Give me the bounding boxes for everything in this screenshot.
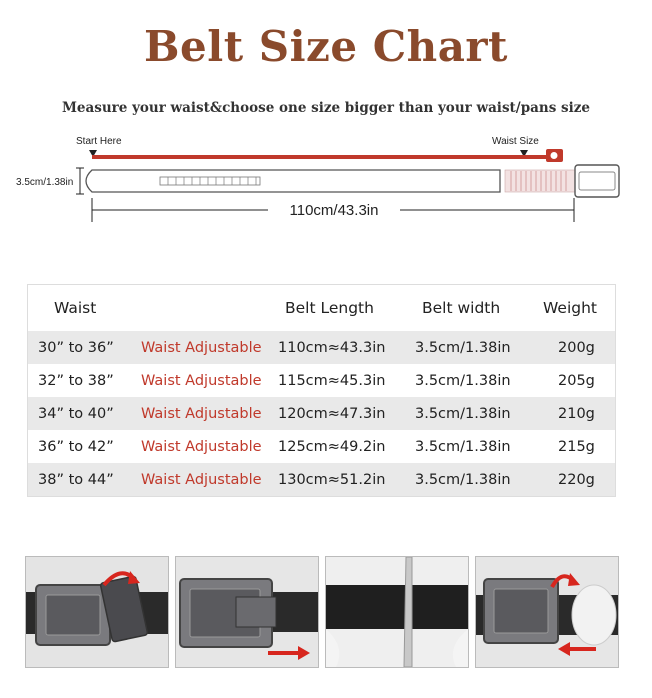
cell-waist: 38” to 44” [38, 471, 114, 488]
cell-note: Waist Adjustable [141, 471, 262, 488]
belt-cut-photo [325, 556, 469, 668]
cell-waist: 32” to 38” [38, 372, 114, 389]
cell-width: 3.5cm/1.38in [415, 471, 511, 488]
cell-length: 130cm≈51.2in [278, 471, 386, 488]
buckle-insert-photo [175, 556, 319, 668]
page-subtitle: Measure your waist&choose one size bigger than your waist/pans size [61, 100, 590, 116]
table-row [28, 463, 615, 496]
header-waist: Waist [54, 299, 97, 317]
belt-strap [86, 170, 500, 192]
start-here-label: Start Here [76, 136, 122, 147]
waist-size-label: Waist Size [492, 136, 539, 147]
buckle-fasten-photo [475, 556, 619, 668]
cell-width: 3.5cm/1.38in [415, 339, 511, 356]
cell-note: Waist Adjustable [141, 339, 262, 356]
belt-diagram [0, 125, 652, 235]
belt-width-label: 3.5cm/1.38in [16, 177, 74, 188]
waist-measure-line [92, 155, 548, 159]
cell-weight: 215g [558, 438, 595, 455]
cell-note: Waist Adjustable [141, 405, 262, 422]
belt-length-label: 110cm/43.3in [289, 202, 379, 219]
buckle-lift-photo [25, 556, 169, 668]
cell-waist: 36” to 42” [38, 438, 114, 455]
cell-length: 110cm≈43.3in [278, 339, 386, 356]
cell-weight: 210g [558, 405, 595, 422]
header-width: Belt width [422, 299, 501, 317]
table-row [28, 331, 615, 364]
table-row [28, 397, 615, 430]
cell-waist: 30” to 36” [38, 339, 114, 356]
table-row [28, 364, 615, 397]
cell-waist: 34” to 40” [38, 405, 114, 422]
page-title: Belt Size Chart [144, 22, 508, 71]
header-length: Belt Length [285, 299, 374, 317]
cell-length: 125cm≈49.2in [278, 438, 386, 455]
cell-note: Waist Adjustable [141, 438, 262, 455]
cell-width: 3.5cm/1.38in [415, 405, 511, 422]
cell-weight: 200g [558, 339, 595, 356]
table-header [28, 285, 615, 331]
cell-length: 120cm≈47.3in [278, 405, 386, 422]
cell-weight: 220g [558, 471, 595, 488]
cell-weight: 205g [558, 372, 595, 389]
cell-length: 115cm≈45.3in [278, 372, 386, 389]
cell-width: 3.5cm/1.38in [415, 438, 511, 455]
cell-note: Waist Adjustable [141, 372, 262, 389]
buckle-icon [575, 165, 619, 197]
header-weight: Weight [543, 299, 598, 317]
cell-width: 3.5cm/1.38in [415, 372, 511, 389]
size-table [27, 284, 616, 497]
table-row [28, 430, 615, 463]
